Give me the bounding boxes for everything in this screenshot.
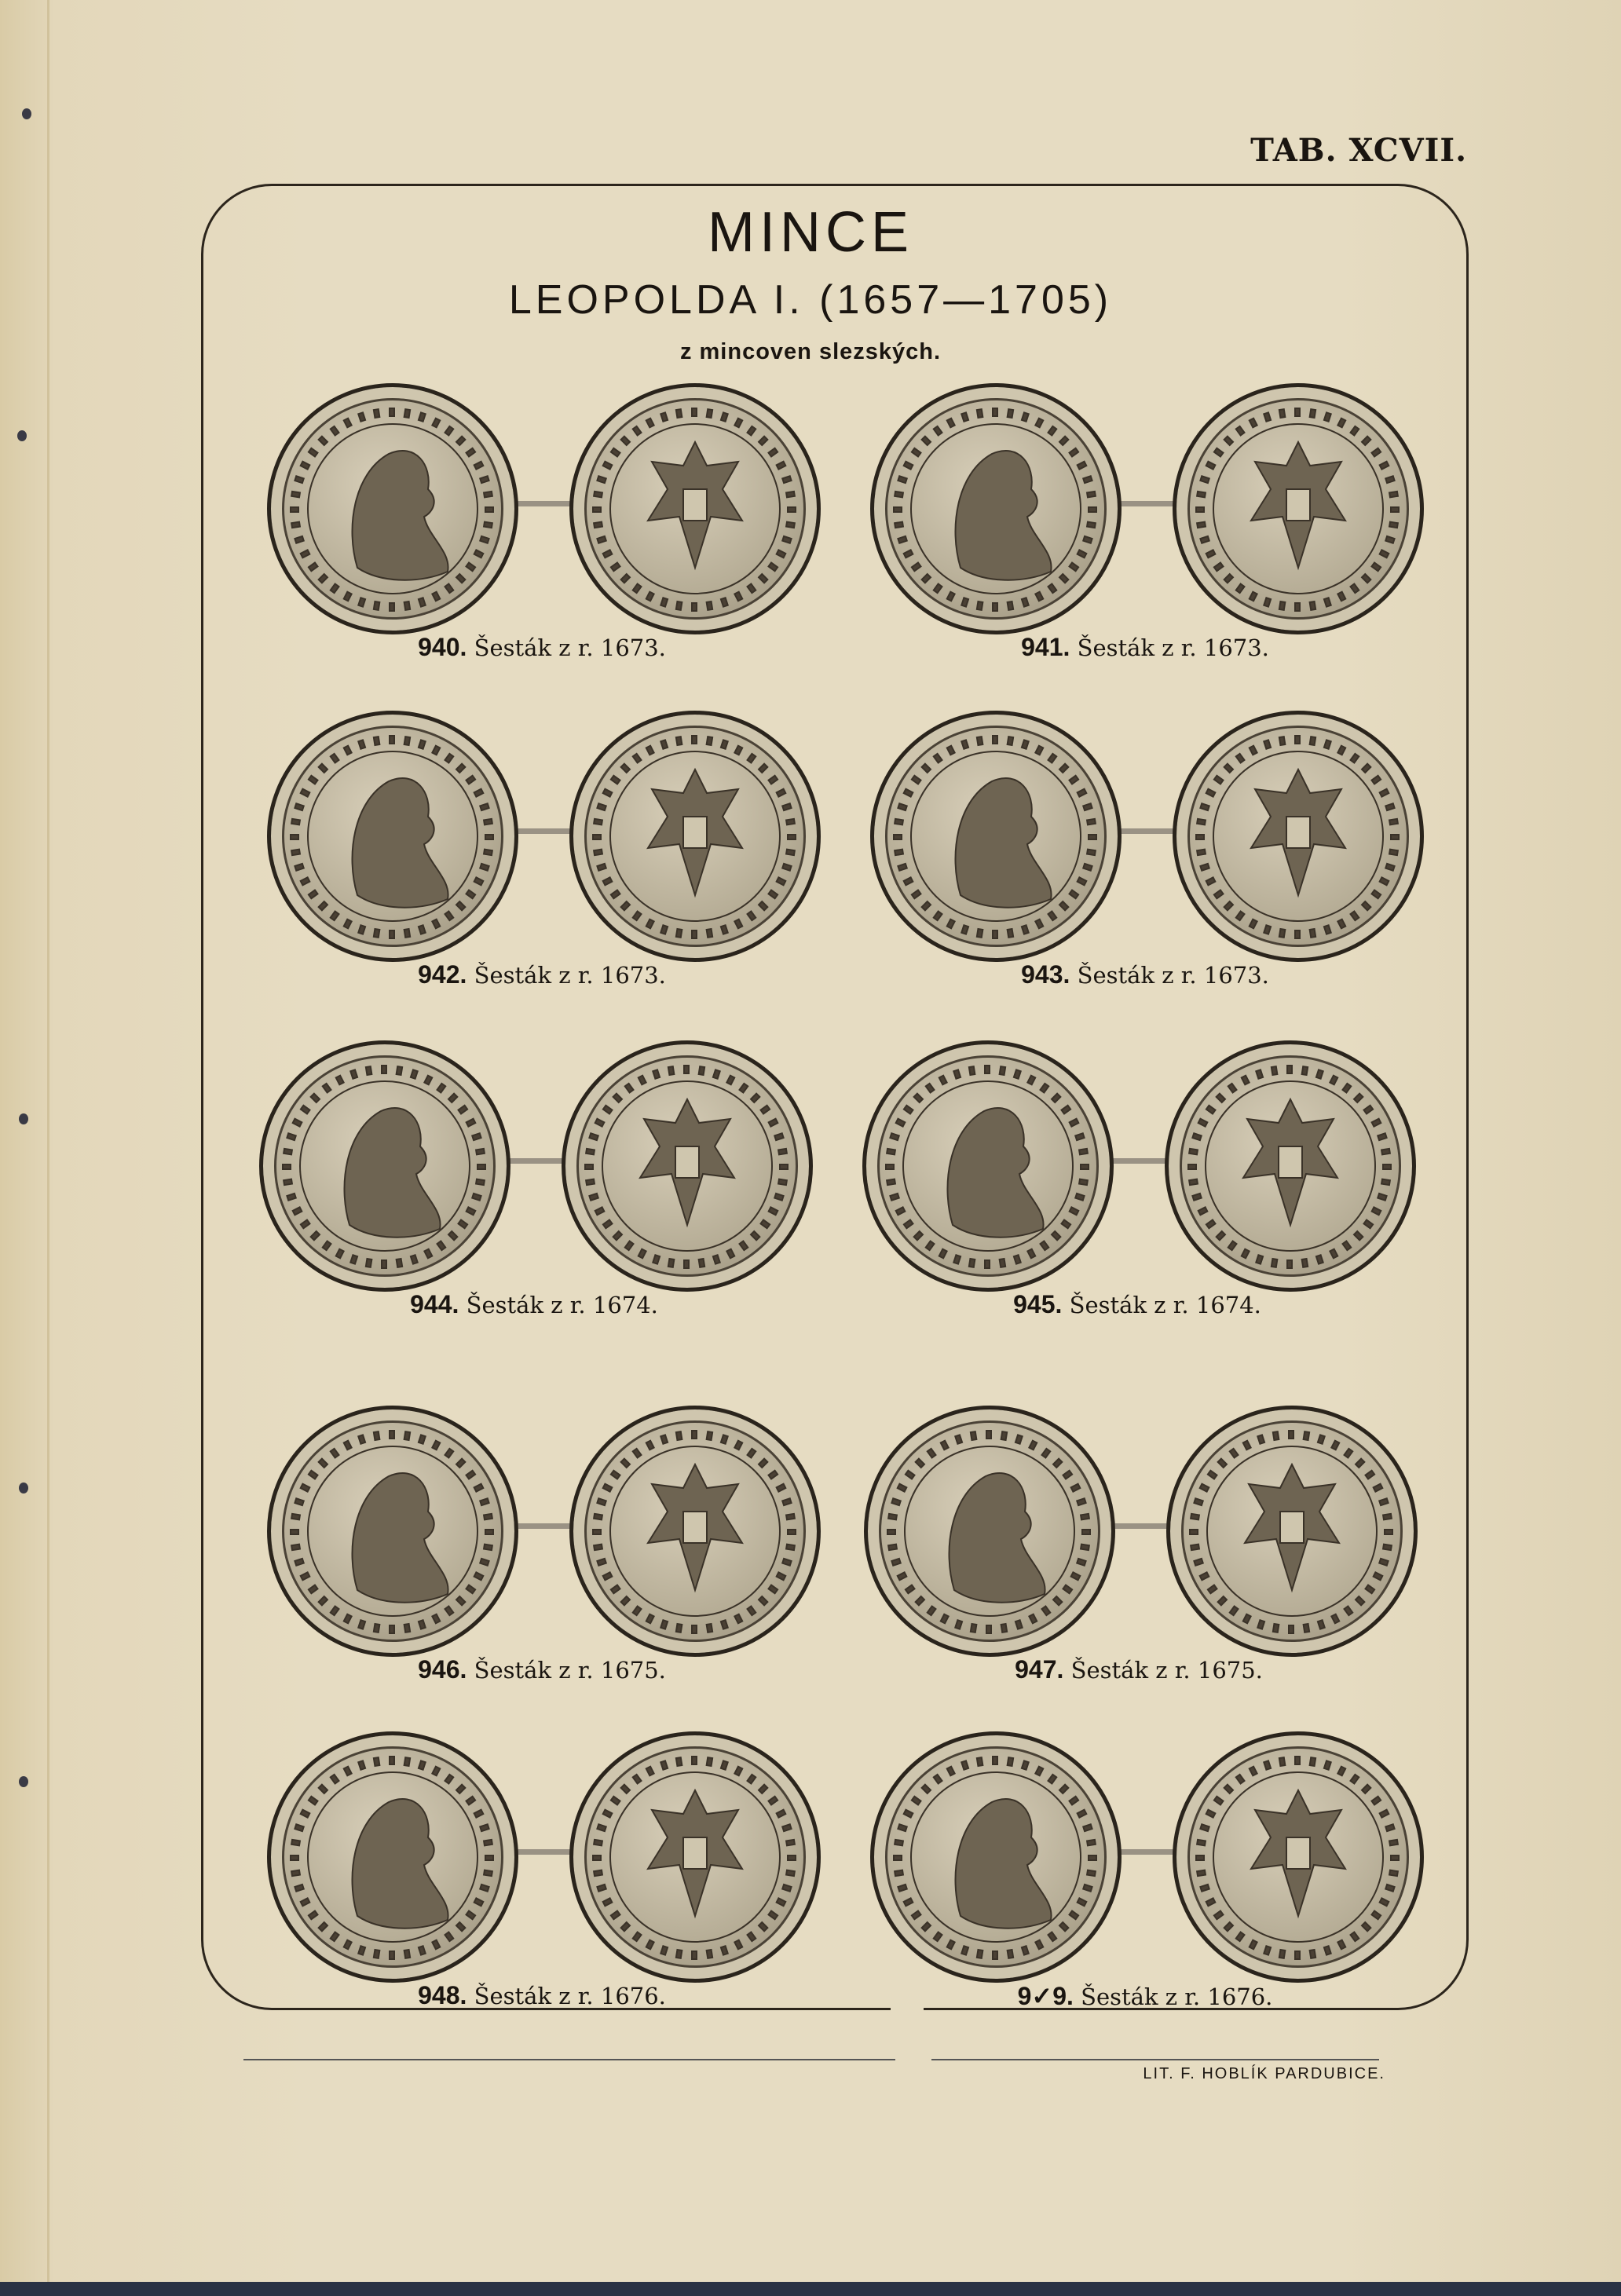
coin-entry <box>862 1040 1412 1323</box>
coin-caption <box>267 1655 817 1684</box>
coin-reverse <box>1173 1731 1424 1983</box>
coin-entry <box>870 383 1420 666</box>
coin-entry <box>864 1406 1414 1688</box>
coin-obverse <box>259 1040 510 1292</box>
coin-obverse <box>267 711 518 962</box>
page-subtitle: LEOPOLDA I. (1657—1705) <box>508 277 1113 323</box>
coin-number: 944. <box>410 1290 459 1318</box>
coin-connector <box>1114 501 1176 506</box>
coin-number: 941. <box>1021 633 1070 661</box>
portrait-icon <box>868 1409 1111 1653</box>
coin-number: 946. <box>418 1655 467 1684</box>
margin-mark <box>17 430 27 441</box>
eagle-icon <box>1176 387 1420 631</box>
coin-connector <box>510 1849 573 1855</box>
eagle-icon <box>1176 1735 1420 1979</box>
coin-connector <box>1114 1849 1176 1855</box>
coin-description: Šesták z r. 1673. <box>1077 634 1269 661</box>
coin-reverse <box>1166 1406 1418 1657</box>
portrait-icon <box>874 387 1118 631</box>
eagle-icon <box>573 715 817 958</box>
coin-connector <box>510 1523 573 1529</box>
coin-caption <box>267 960 817 989</box>
coin-reverse <box>1165 1040 1416 1292</box>
coin-obverse <box>267 383 518 634</box>
coin-connector <box>1114 828 1176 834</box>
coin-description: Šesták z r. 1675. <box>474 1657 666 1684</box>
coin-description: Šesták z r. 1673. <box>474 962 666 989</box>
coin-reverse <box>569 711 821 962</box>
eagle-icon <box>573 1409 817 1653</box>
portrait-icon <box>271 387 514 631</box>
eagle-icon <box>1170 1409 1414 1653</box>
coin-description: Šesták z r. 1676. <box>474 1983 666 2009</box>
coin-obverse <box>870 711 1122 962</box>
portrait-icon <box>271 1735 514 1979</box>
portrait-icon <box>271 1409 514 1653</box>
coin-description: Šesták z r. 1676. <box>1081 1983 1273 2010</box>
coin-connector <box>510 828 573 834</box>
coin-reverse <box>562 1040 813 1292</box>
margin-mark <box>19 1776 28 1787</box>
coin-connector <box>510 501 573 506</box>
coin-description: Šesták z r. 1673. <box>1077 962 1269 989</box>
portrait-icon <box>263 1044 507 1288</box>
margin-mark <box>19 1113 28 1124</box>
eagle-icon <box>573 387 817 631</box>
coin-reverse <box>569 1406 821 1657</box>
coin-connector <box>1107 1523 1170 1529</box>
coin-obverse <box>870 383 1122 634</box>
coin-number: 940. <box>418 633 467 661</box>
coin-connector <box>1106 1158 1169 1164</box>
coin-entry <box>267 1731 817 2014</box>
coin-number: 9✓9. <box>1017 1982 1074 2010</box>
coin-number: 942. <box>418 960 467 989</box>
margin-mark <box>19 1483 28 1493</box>
coin-caption <box>870 633 1420 662</box>
coin-description: Šesták z r. 1675. <box>1070 1657 1263 1684</box>
coin-description: Šesták z r. 1674. <box>466 1292 658 1318</box>
mint-note: z mincoven slezských. <box>679 339 942 364</box>
coin-reverse <box>1173 383 1424 634</box>
coin-caption <box>259 1290 809 1319</box>
page-title: MINCE <box>708 201 913 264</box>
coin-number: 943. <box>1021 960 1070 989</box>
coin-caption <box>267 633 817 662</box>
coin-reverse <box>569 1731 821 1983</box>
coin-description: Šesták z r. 1674. <box>1069 1292 1261 1318</box>
coin-number: 948. <box>418 1981 467 2009</box>
coin-reverse <box>569 383 821 634</box>
coin-number: 945. <box>1013 1290 1063 1318</box>
coin-caption <box>864 1655 1414 1684</box>
eagle-icon <box>1169 1044 1412 1288</box>
coin-obverse <box>267 1731 518 1983</box>
portrait-icon <box>874 1735 1118 1979</box>
coin-obverse <box>864 1406 1115 1657</box>
eagle-icon <box>573 1735 817 1979</box>
coin-obverse <box>870 1731 1122 1983</box>
coin-connector <box>503 1158 565 1164</box>
coin-caption <box>267 1981 817 2010</box>
coin-description: Šesták z r. 1673. <box>474 634 666 661</box>
coin-entry <box>870 1731 1420 2014</box>
coin-entry <box>870 711 1420 993</box>
coin-number: 947. <box>1015 1655 1064 1684</box>
eagle-icon <box>1176 715 1420 958</box>
coin-reverse <box>1173 711 1424 962</box>
coin-caption <box>870 960 1420 989</box>
coin-entry <box>267 1406 817 1688</box>
bottom-rule <box>931 2059 1379 2060</box>
coin-caption <box>870 1981 1420 2011</box>
scan-edge <box>0 2282 1621 2296</box>
coin-entry <box>267 711 817 993</box>
portrait-icon <box>874 715 1118 958</box>
coin-caption <box>862 1290 1412 1319</box>
eagle-icon <box>565 1044 809 1288</box>
portrait-icon <box>866 1044 1110 1288</box>
coin-obverse <box>267 1406 518 1657</box>
margin-mark <box>22 108 31 119</box>
plate-number: TAB. XCVII. <box>1250 132 1467 169</box>
printer-credit: LIT. F. HOBLÍK PARDUBICE. <box>1143 2065 1385 2082</box>
coin-entry <box>259 1040 809 1323</box>
portrait-icon <box>271 715 514 958</box>
coin-obverse <box>862 1040 1114 1292</box>
coin-entry <box>267 383 817 666</box>
bottom-rule <box>243 2059 895 2060</box>
